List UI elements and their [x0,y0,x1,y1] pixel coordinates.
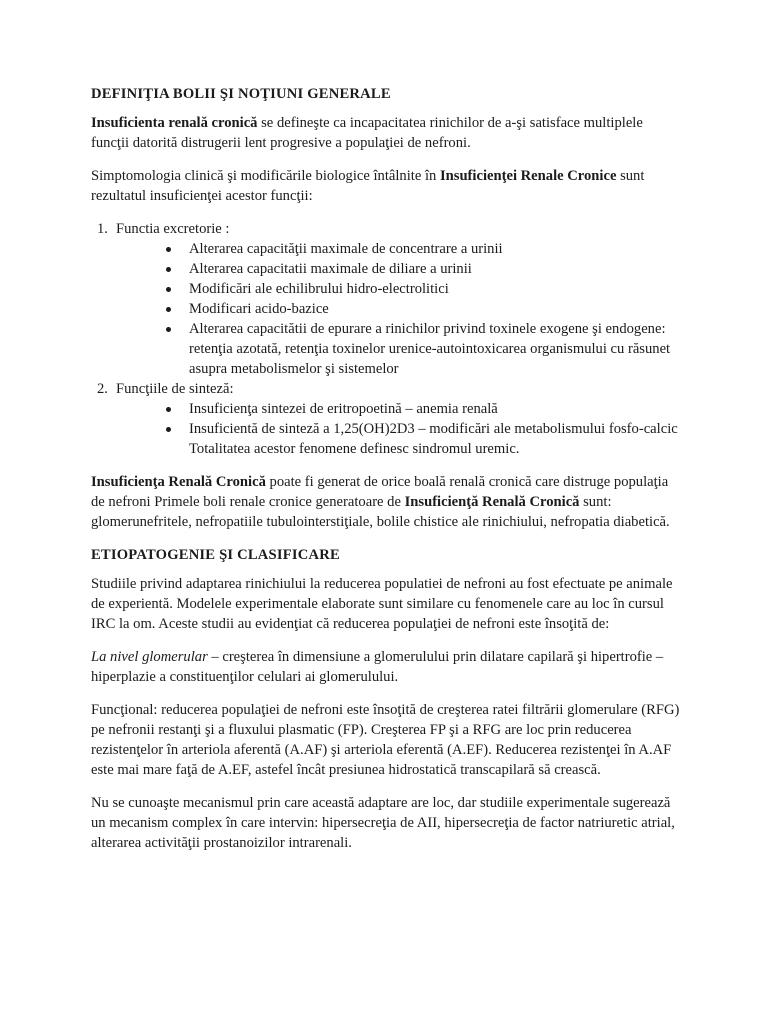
list-item-synthesis [91,379,681,459]
paragraph-symptomatology: Simptomologia clinică şi modificările biologice întâlnite în Insuficienţei Renale Cronice sunt rezultatul insuficienţei acestor funcţii: [91,168,645,204]
bullet-item: Alterarea capacităţii maximale de concentrare a urinii [189,239,681,259]
bullet-icon [166,427,171,432]
list-item-title: Functia excretorie : [116,221,230,237]
list-item-excretory [91,219,681,379]
bullet-icon [166,267,171,272]
sub-list [116,239,681,379]
paragraph-definition: Insuficienta renală cronică se defineşte ca incapacitatea rinichilor de a-şi satisface multiplele funcţii datorită distrugerii lent progresive a populaţiei de nefroni. [91,115,643,151]
bullet-item: Alterarea capacitătii de epurare a rinichilor privind toxinele exogene şi endogene: retenţia azotată, retenţia toxinelor urenice-autointoxicarea organismului cu răsunet asupra metabolismelor şi sistemelor [189,319,681,379]
bullet-item: Insuficienţa sintezei de eritropoetină – anemia renală [189,399,681,419]
sub-list [116,399,681,459]
list-number: 1. [97,221,108,237]
paragraph-causes: Insuficienţa Renală Cronică poate fi generat de orice boală renală cronică care distruge populaţia de nefroni Primele boli renale cronice generatoare de Insuficienţă Renală Cronică sunt: glomerunefritele, nefropatiile tubulointerstiţiale, bolile chistice ale rinichiului, nefropatia diabetică. [91,474,670,530]
functions-list [91,219,681,459]
bullet-icon [166,307,171,312]
heading-definitia: DEFINIŢIA BOLII ŞI NOŢIUNI GENERALE [91,86,391,102]
bullet-item: Insuficientă de sinteză a 1,25(OH)2D3 – modificări ale metabolismului fosfo-calcic Totalitatea acestor fenomene definesc sindromul uremic. [189,419,681,459]
bullet-icon [166,247,171,252]
document-body [91,84,681,866]
term-bold: Insuficienta renală cronică [91,115,258,131]
bullet-item: Alterarea capacitatii maximale de diliare a urinii [189,259,681,279]
bullet-icon [166,407,171,412]
term-bold: Insuficienţa Renală Cronică [91,474,266,490]
term-bold: Insuficienţei Renale Cronice [439,168,617,184]
term-bold: Insuficienţă Renală Cronică [404,494,580,510]
bullet-icon [166,287,171,292]
list-item-title: Funcţiile de sinteză: [116,381,234,397]
paragraph-functional: Funcţional: reducerea populaţiei de nefroni este însoţită de creşterea ratei filtrării glomerulare (RFG) pe nefronii restanţi şi a fluxului plasmatic (FP). Creşterea FP şi a RFG are loc prin reducerea rezistenţelor în arteriola aferentă (A.AF) şi arteriola eferentă (A.EF). Reducerea rezistenţei în A.AF este mai mare faţă de A.EF, astefel încât presiunea hidrostatică transcapilară să crească. [91,702,680,778]
paragraph-studies: Studiile privind adaptarea rinichiului la reducerea populatiei de nefroni au fost efectuate pe animale de experientă. Modelele experimentale elaborate sunt similare cu fenomenele care au loc în cursul IRC la om. Aceste studii au evidenţiat că reducerea populaţiei de nefroni este însoţită de: [91,576,673,632]
heading-etiopatogenie: ETIOPATOGENIE ŞI CLASIFICARE [91,547,340,563]
bullet-icon [166,327,171,332]
list-number: 2. [97,381,108,397]
term-italic: La nivel glomerular [91,649,208,665]
paragraph-mechanism: Nu se cunoaşte mecanismul prin care această adaptare are loc, dar studiile experimentale sugerează un mecanism complex în care intervin: hipersecreţia de AII, hipersecreţia de factor natriuretic atrial, alterarea activităţii prostanoizilor intrarenali. [91,795,675,851]
bullet-item: Modificări ale echilibrului hidro-electrolitici [189,279,681,299]
paragraph-glomerular: La nivel glomerular – creşterea în dimensiune a glomerulului prin dilatare capilară şi hipertrofie – hiperplazie a constituenţilor celulari ai glomerulului. [91,649,664,685]
bullet-item: Modificari acido-bazice [189,299,681,319]
